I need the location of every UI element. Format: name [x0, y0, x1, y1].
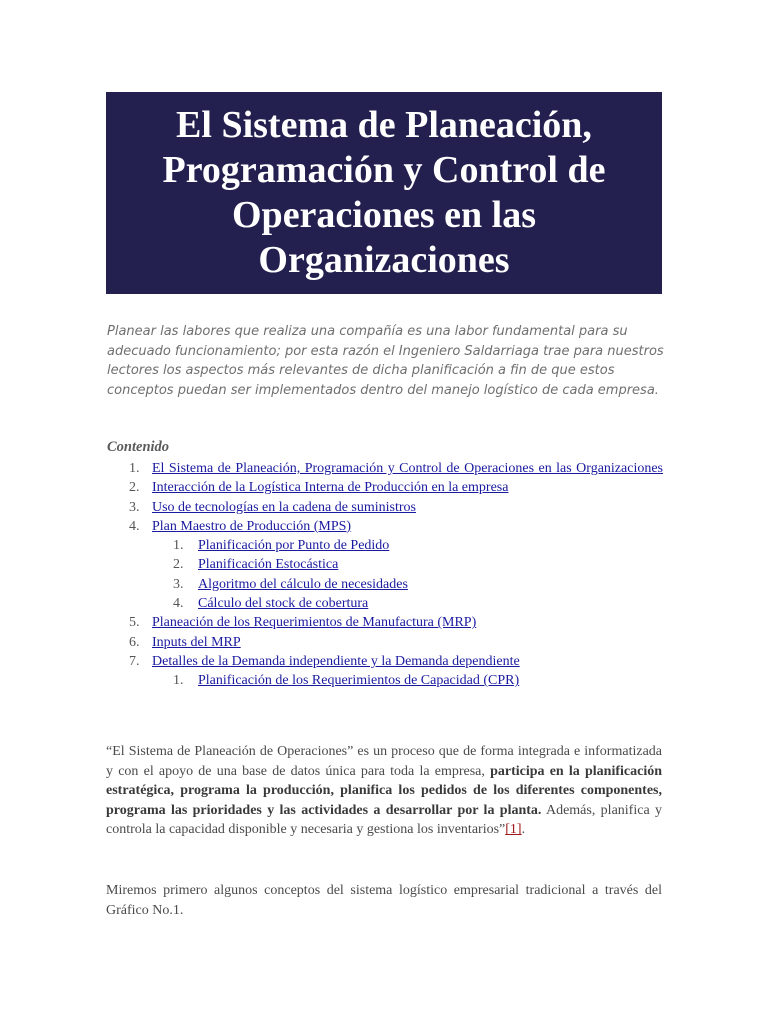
toc-item-number: 1. [173, 538, 184, 554]
toc-item [107, 517, 663, 536]
toc-link-plan-maestro[interactable]: Plan Maestro de Producción (MPS) [152, 518, 352, 534]
toc-heading: Contenido [107, 439, 170, 455]
paragraph-bold-text: participa en la planificación estratégica, programa la producción, planifica los pedidos de los diferentes componentes, programa las prioridades y las actividades a desarrollar por la planta. [106, 763, 662, 818]
toc-link-uso-tecnologias[interactable]: Uso de tecnologías en la cadena de suministros [152, 499, 416, 515]
toc-link-stock-cobertura[interactable]: Cálculo del stock de cobertura [198, 596, 369, 612]
toc-subitem [107, 575, 663, 594]
toc-item [107, 633, 663, 652]
toc-item-number: 5. [129, 615, 140, 631]
toc-subitem [107, 555, 663, 574]
toc-link-interaccion-logistica[interactable]: Interacción de la Logística Interna de Producción en la empresa [152, 480, 509, 496]
table-of-contents [107, 459, 663, 691]
toc-item [107, 652, 663, 671]
toc-item-number: 2. [129, 480, 140, 496]
title-banner [106, 92, 662, 294]
toc-item-number: 4. [129, 518, 140, 534]
toc-item [107, 478, 663, 497]
footnote-link[interactable]: [1] [505, 822, 522, 838]
toc-item-number: 1. [173, 673, 184, 689]
toc-item-number: 6. [129, 634, 140, 650]
toc-item [107, 459, 663, 478]
intro-text: Planear las labores que realiza una compañía es una labor fundamental para su adecuado funcionamiento; por esta razón el Ingeniero Saldarriaga trae para nuestros lectores los aspectos más relevantes de dicha planificación a fin de que estos conceptos puedan ser implementados dentro del manejo logístico de cada empresa. [107, 324, 664, 398]
toc-subitem [107, 536, 663, 555]
toc-link-estocastica[interactable]: Planificación Estocástica [198, 557, 339, 573]
toc-link-sistema-planeacion[interactable]: El Sistema de Planeación, Programación y Control de Operaciones en las Organizaciones [152, 461, 663, 476]
toc-item-number: 3. [173, 576, 184, 592]
page-title: El Sistema de Planeación, Programación y Control de Operaciones en las Organizaciones [162, 104, 606, 281]
toc-subitem [107, 671, 663, 690]
toc-link-demanda[interactable]: Detalles de la Demanda independiente y la Demanda dependiente [152, 653, 520, 669]
toc-link-inputs-mrp[interactable]: Inputs del MRP [152, 634, 241, 650]
paragraph-text: Además, planifica y controla la capacidad disponible y necesaria y gestiona los inventarios” [106, 802, 662, 838]
paragraph-text: . [521, 822, 526, 838]
toc-item-number: 3. [129, 499, 140, 515]
paragraph-text: “El Sistema de Planeación de Operaciones” es un proceso que de forma integrada e informatizada y con el apoyo de una base de datos única para toda la empresa, [106, 744, 662, 779]
toc-item-number: 4. [173, 596, 184, 612]
toc-subitem [107, 594, 663, 613]
toc-item-number: 2. [173, 557, 184, 573]
body-paragraph-definition [106, 742, 662, 840]
toc-link-algoritmo-necesidades[interactable]: Algoritmo del cálculo de necesidades [198, 576, 408, 592]
body-paragraph-intro-grafico: Miremos primero algunos conceptos del sistema logístico empresarial tradicional a través del Gráfico No.1. [106, 883, 662, 918]
toc-link-punto-pedido[interactable]: Planificación por Punto de Pedido [198, 538, 390, 554]
toc-item [107, 498, 663, 517]
toc-link-cpr[interactable]: Planificación de los Requerimientos de Capacidad (CPR) [198, 673, 520, 689]
toc-item-number: 1. [129, 461, 140, 476]
toc-link-mrp[interactable]: Planeación de los Requerimientos de Manufactura (MRP) [152, 615, 477, 631]
toc-item [107, 613, 663, 632]
toc-item-number: 7. [129, 653, 140, 669]
